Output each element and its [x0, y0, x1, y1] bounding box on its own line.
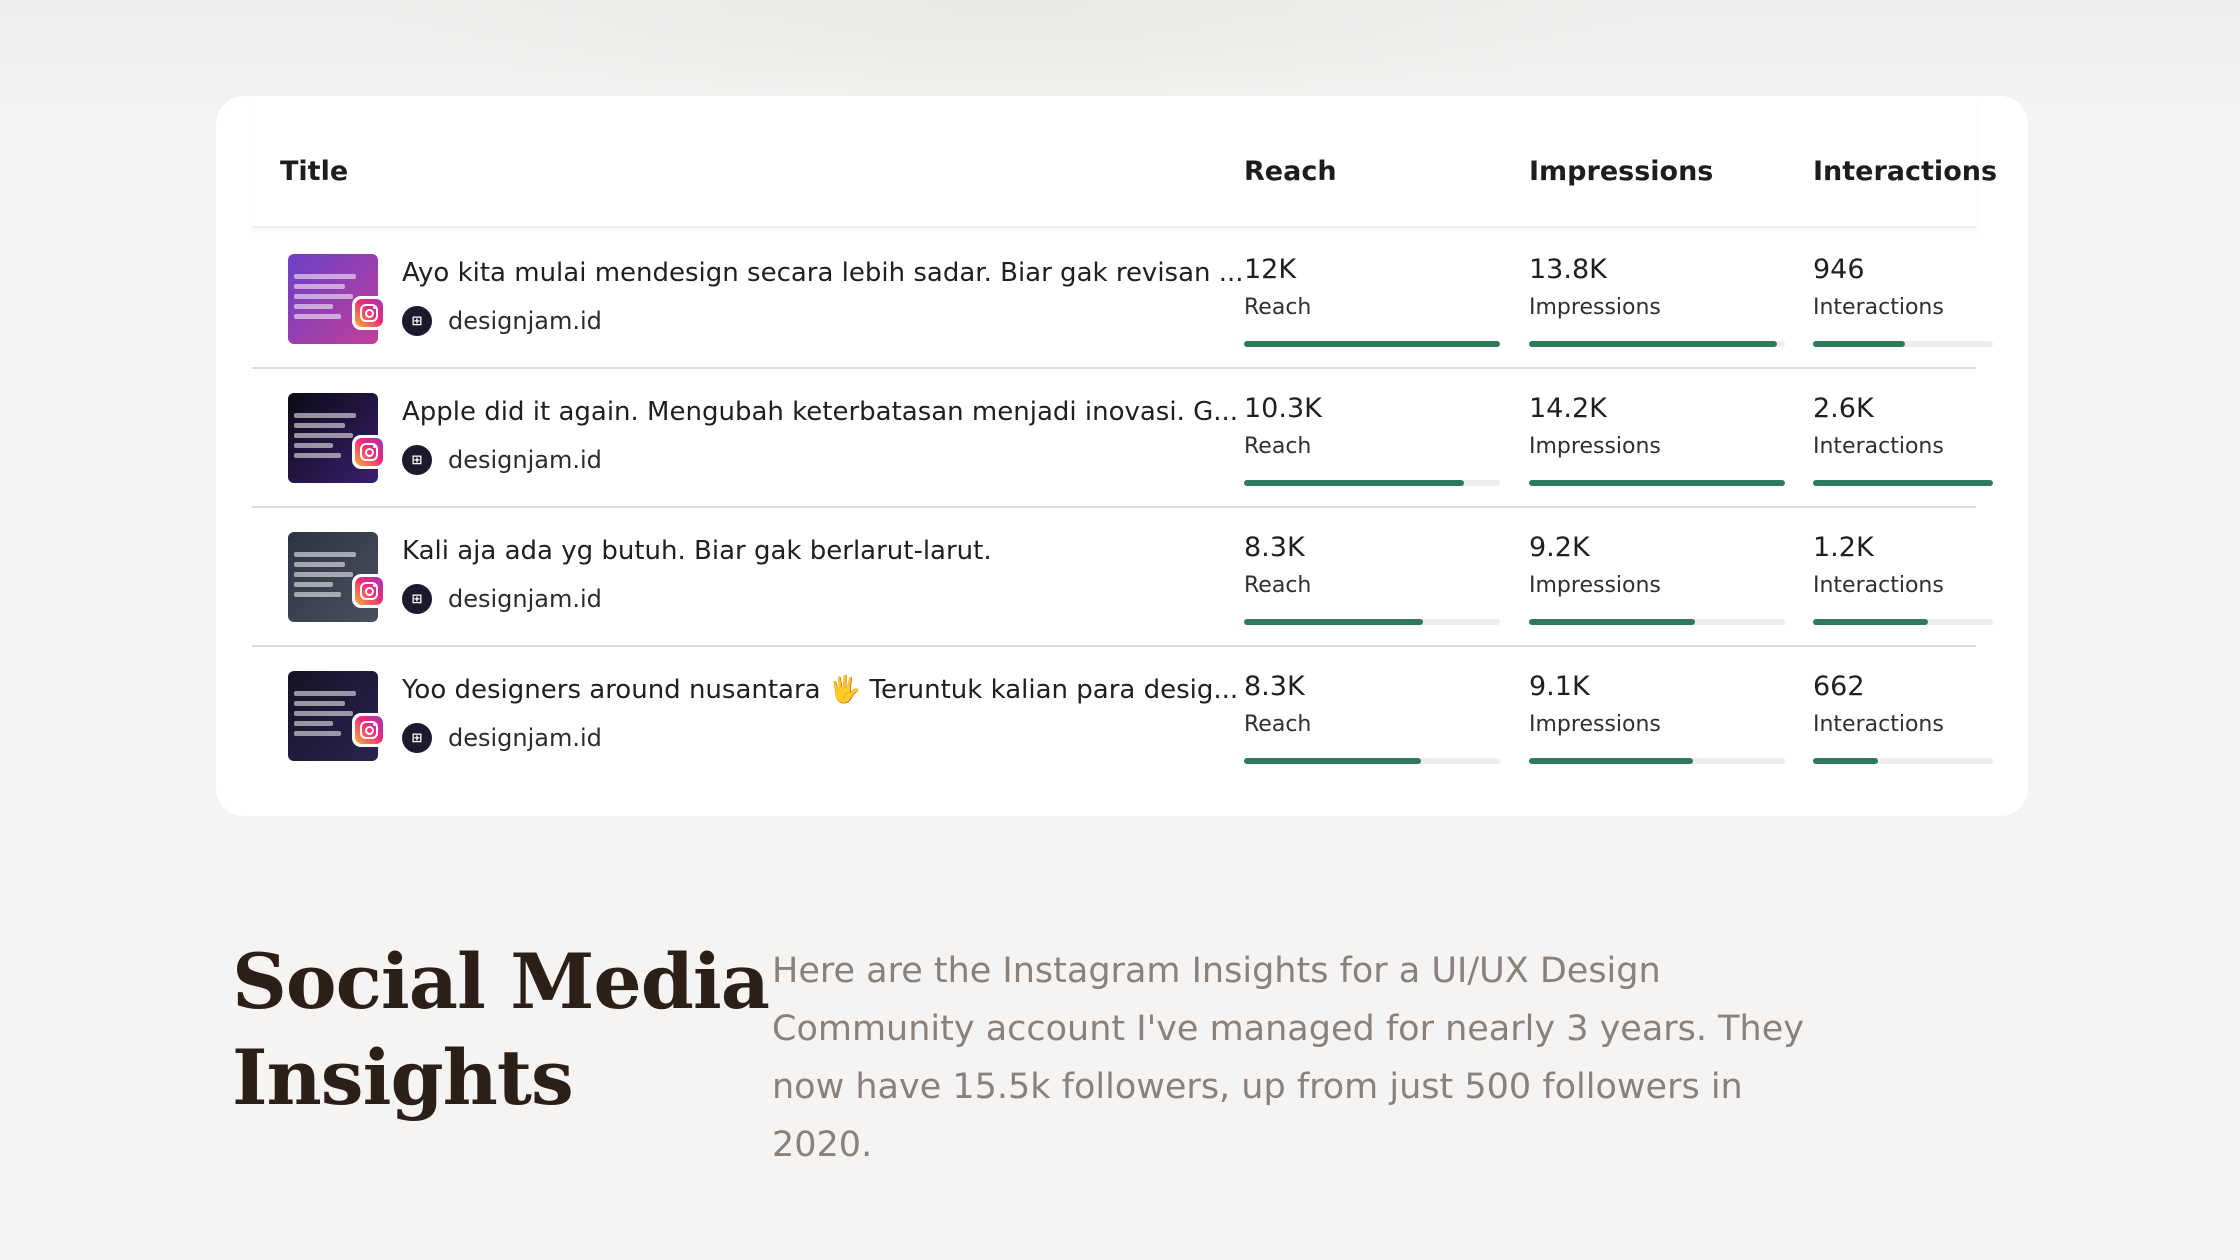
impressions-progress-bar — [1529, 341, 1785, 347]
thumbnail-line — [294, 304, 333, 309]
interactions-progress-bar — [1813, 341, 1993, 347]
thumbnail-line — [294, 294, 353, 299]
impressions-value: 9.2K — [1529, 532, 1590, 563]
header-title[interactable]: Title — [280, 156, 349, 187]
table-row[interactable] — [252, 230, 1976, 369]
impressions-label: Impressions — [1529, 434, 1661, 459]
impressions-label: Impressions — [1529, 573, 1661, 598]
impressions-progress-fill — [1529, 619, 1695, 625]
reach-label: Reach — [1244, 712, 1312, 737]
reach-metric — [1244, 671, 1311, 737]
interactions-label: Interactions — [1813, 295, 1944, 320]
thumbnail-line — [294, 443, 333, 448]
instagram-icon-glyph — [355, 577, 383, 605]
thumbnail-line — [294, 572, 353, 577]
thumbnail-line — [294, 423, 345, 428]
posts-table — [252, 96, 1998, 816]
thumbnail-line — [294, 691, 356, 696]
reach-progress-fill — [1244, 619, 1423, 625]
post-title[interactable]: Apple did it again. Mengubah keterbatasan menjadi inovasi. G... — [402, 397, 1239, 427]
reach-label: Reach — [1244, 573, 1312, 598]
impressions-label: Impressions — [1529, 712, 1661, 737]
reach-progress-bar — [1244, 480, 1500, 486]
impressions-progress-fill — [1529, 341, 1777, 347]
reach-progress-fill — [1244, 480, 1464, 486]
interactions-value: 662 — [1813, 671, 1865, 702]
instagram-icon — [352, 296, 386, 330]
thumbnail-line — [294, 562, 345, 567]
interactions-progress-fill — [1813, 619, 1928, 625]
reach-progress-fill — [1244, 758, 1421, 764]
author-name[interactable]: designjam.id — [448, 307, 602, 335]
impressions-value: 9.1K — [1529, 671, 1590, 702]
impressions-progress-bar — [1529, 758, 1785, 764]
interactions-label: Interactions — [1813, 573, 1944, 598]
reach-value: 8.3K — [1244, 671, 1305, 702]
author-name[interactable]: designjam.id — [448, 585, 602, 613]
heading-line-1: Social Media — [232, 937, 770, 1026]
impressions-progress-fill — [1529, 758, 1693, 764]
instagram-icon-glyph — [355, 299, 383, 327]
interactions-progress-fill — [1813, 480, 1993, 486]
impressions-value: 13.8K — [1529, 254, 1607, 285]
instagram-icon — [352, 574, 386, 608]
interactions-value: 2.6K — [1813, 393, 1874, 424]
thumbnail-line — [294, 314, 341, 319]
table-header — [252, 96, 1998, 228]
interactions-metric — [1813, 393, 1944, 459]
thumbnail-line — [294, 274, 356, 279]
header-interactions[interactable]: Interactions — [1813, 156, 1998, 187]
table-row[interactable] — [252, 508, 1976, 647]
reach-progress-bar — [1244, 619, 1500, 625]
impressions-metric — [1529, 393, 1661, 459]
instagram-icon — [352, 435, 386, 469]
reach-label: Reach — [1244, 295, 1312, 320]
thumbnail-line — [294, 453, 341, 458]
thumbnail-line — [294, 711, 353, 716]
reach-progress-bar — [1244, 758, 1500, 764]
impressions-progress-bar — [1529, 480, 1785, 486]
thumbnail-line — [294, 413, 356, 418]
section-description: Here are the Instagram Insights for a UI/UX Design Community account I've managed for nearly 3 years. They now have 15.5k followers, up from just 500 followers in 2020. — [772, 951, 1804, 1165]
reach-metric — [1244, 532, 1311, 598]
thumbnail-line — [294, 433, 353, 438]
interactions-metric — [1813, 532, 1944, 598]
instagram-icon-glyph — [355, 438, 383, 466]
heading-line-2: Insights — [232, 1033, 573, 1122]
interactions-label: Interactions — [1813, 712, 1944, 737]
author-avatar: ⊞ — [402, 723, 432, 753]
table-row[interactable] — [252, 647, 1976, 786]
insights-card — [216, 96, 2028, 816]
header-reach[interactable]: Reach — [1244, 156, 1337, 187]
interactions-metric — [1813, 671, 1944, 737]
background-glow — [380, 0, 1640, 110]
post-title[interactable]: Kali aja ada yg butuh. Biar gak berlarut-larut. — [402, 536, 992, 566]
instagram-icon — [352, 713, 386, 747]
reach-value: 8.3K — [1244, 532, 1305, 563]
interactions-progress-bar — [1813, 758, 1993, 764]
interactions-value: 1.2K — [1813, 532, 1874, 563]
post-title[interactable]: Yoo designers around nusantara 🖐 Teruntuk kalian para desig... — [402, 675, 1239, 705]
impressions-progress-bar — [1529, 619, 1785, 625]
thumbnail-line — [294, 701, 345, 706]
thumbnail-line — [294, 721, 333, 726]
thumbnail-line — [294, 582, 333, 587]
impressions-progress-fill — [1529, 480, 1785, 486]
header-impressions[interactable]: Impressions — [1529, 156, 1714, 187]
author-avatar: ⊞ — [402, 445, 432, 475]
interactions-progress-fill — [1813, 341, 1905, 347]
impressions-label: Impressions — [1529, 295, 1661, 320]
reach-progress-bar — [1244, 341, 1500, 347]
interactions-progress-fill — [1813, 758, 1878, 764]
impressions-metric — [1529, 254, 1661, 320]
reach-metric — [1244, 393, 1322, 459]
author-name[interactable]: designjam.id — [448, 724, 602, 752]
impressions-metric — [1529, 532, 1661, 598]
impressions-metric — [1529, 671, 1661, 737]
thumbnail-line — [294, 284, 345, 289]
reach-label: Reach — [1244, 434, 1312, 459]
thumbnail-line — [294, 731, 341, 736]
interactions-progress-bar — [1813, 619, 1993, 625]
reach-progress-fill — [1244, 341, 1500, 347]
reach-value: 12K — [1244, 254, 1297, 285]
interactions-value: 946 — [1813, 254, 1865, 285]
author-avatar: ⊞ — [402, 306, 432, 336]
reach-metric — [1244, 254, 1311, 320]
author-name[interactable]: designjam.id — [448, 446, 602, 474]
thumbnail-line — [294, 552, 356, 557]
interactions-label: Interactions — [1813, 434, 1944, 459]
instagram-icon-glyph — [355, 716, 383, 744]
interactions-progress-bar — [1813, 480, 1993, 486]
thumbnail-line — [294, 592, 341, 597]
table-row[interactable] — [252, 369, 1976, 508]
reach-value: 10.3K — [1244, 393, 1322, 424]
post-title[interactable]: Ayo kita mulai mendesign secara lebih sadar. Biar gak revisan ... — [402, 258, 1244, 288]
section-heading — [232, 934, 769, 1126]
author-avatar: ⊞ — [402, 584, 432, 614]
interactions-metric — [1813, 254, 1944, 320]
impressions-value: 14.2K — [1529, 393, 1607, 424]
